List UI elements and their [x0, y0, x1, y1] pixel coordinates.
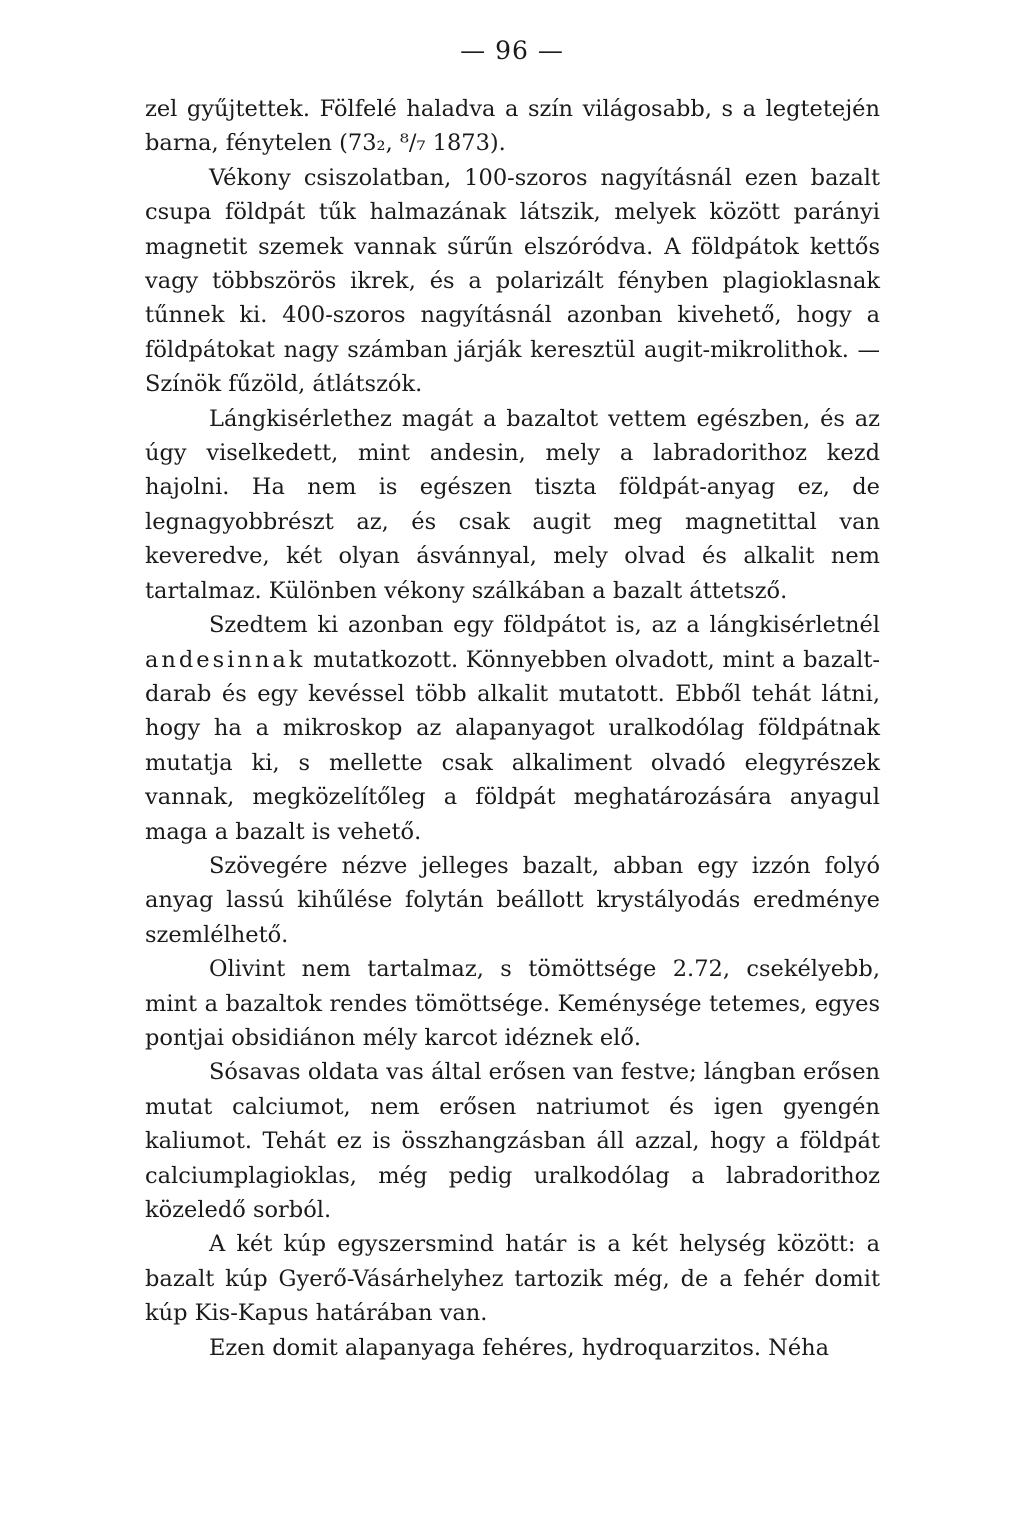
paragraph-hcl-solution: Sósavas oldata vas által erősen van festve; lángban erősen mutat calciumot, nem erősen natriumot és igen gyengén kaliumot. Tehát ez is összhangzásban áll azzal, hogy a földpát calciumplagioklas, még pedig uralkodólag a labradorithoz közeledő sorból. [145, 1059, 880, 1223]
paragraph-feldspar-tail: mutatkozott. Könnyebben olvadott, mint a bazalt-darab és egy kevéssel több alkalit mutatott. Ebből tehát látni, hogy ha a mikroskop az alapanyagot uralkodólag földpátnak mutatja ki, s mellette csak alkaliment olvadó elegyrészek vannak, megközelítőleg a földpát meghatározására anyagul maga a bazalt is vehető. [145, 646, 880, 845]
paragraph-continuation: zel gyűjtettek. Fölfelé haladva a szín világosabb, s a legtetején barna, fénytelen (73₂, ⁸/₇ 1873). [145, 96, 880, 157]
paragraph-olivine: Olivint nem tartalmaz, s tömöttsége 2.72, csekélyebb, mint a bazaltok rendes tömöttsége. Keménysége tetemes, egyes pontjai obsidiánon mély karcot idéznek elő. [145, 956, 880, 1051]
body-text [145, 92, 880, 1365]
paragraph-flame-test: Lángkisérlethez magát a bazaltot vettem egészben, és az úgy viselkedett, mint andesin, mely a labradorithoz kezd hajolni. Ha nem is egészen tiszta földpát-anyag ez, de legnagyobbrészt az, és csak augit meg magnetittal van keveredve, két olyan ásvánnyal, mely olvad és alkalit nem tartalmaz. Különben vékony szálkában a bazalt áttetsző. [145, 405, 880, 604]
spaced-term-andesin: andesinnak [145, 646, 306, 673]
paragraph-feldspar [145, 608, 880, 849]
page-number: — 96 — [460, 36, 564, 65]
paragraph-thin-section: Vékony csiszolatban, 100-szoros nagyításnál ezen bazalt csupa földpát tűk halmazának látszik, melyek között parányi magnetit szemek vannak sűrűn elszóródva. A földpátok kettős vagy többszörös ikrek, és a polarizált fényben plagioklasnak tűnnek ki. 400-szoros nagyításnál azonban kivehető, hogy a földpátokat nagy számban járják keresztül augit-mikrolithok. — Színök fűzöld, átlátszók. [145, 164, 880, 398]
paragraph-texture: Szövegére nézve jelleges bazalt, abban egy izzón folyó anyag lassú kihűlése folytán beállott krystályodás eredménye szemlélhető. [145, 852, 880, 948]
paragraph-boundary: A két kúp egyszersmind határ is a két helység között: a bazalt kúp Gyerő-Vásárhelyhez tartozik még, de a fehér domit kúp Kis-Kapus határában van. [145, 1231, 880, 1327]
paragraph-domite: Ezen domit alapanyaga fehéres, hydroquarzitos. Néha [209, 1334, 830, 1361]
paragraph-feldspar-lead: Szedtem ki azonban egy földpátot is, az a lángkisérletnél [209, 612, 880, 639]
